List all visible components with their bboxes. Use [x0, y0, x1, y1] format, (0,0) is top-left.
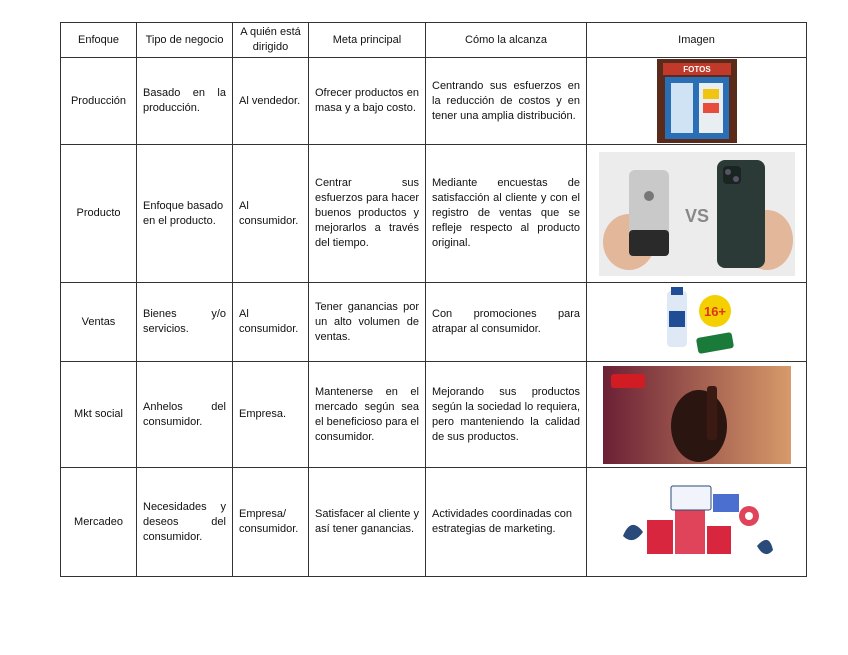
cell-dirigido: Empresa/ consumidor.	[233, 468, 309, 577]
cell-como: Mediante encuestas de satisfacción al cliente y con el registro de ventas que se refleje respecto al producto original.	[426, 145, 587, 283]
cell-como: Actividades coordinadas con estrategias de marketing.	[426, 468, 587, 577]
table-header-row	[61, 23, 807, 58]
header-como: Cómo la alcanza	[426, 23, 587, 58]
cell-como: Centrando sus esfuerzos en la reducción de costos y en tener una amplia distribución.	[426, 58, 587, 145]
cell-meta: Centrar sus esfuerzos para hacer buenos productos y mejorarlos a través del tiempo.	[309, 145, 426, 283]
cell-tipo: Basado en la producción.	[137, 58, 233, 145]
cell-imagen	[587, 58, 807, 145]
header-tipo: Tipo de negocio	[137, 23, 233, 58]
cell-meta: Ofrecer productos en masa y a bajo costo.	[309, 58, 426, 145]
header-meta: Meta principal	[309, 23, 426, 58]
cell-tipo: Anhelos del consumidor.	[137, 362, 233, 468]
header-dirigido: A quién está dirigido	[233, 23, 309, 58]
marketing-illustration-icon	[617, 476, 777, 568]
cell-tipo: Bienes y/o servicios.	[137, 283, 233, 362]
cell-dirigido: Empresa.	[233, 362, 309, 468]
cell-imagen	[587, 145, 807, 283]
cell-como: Mejorando sus productos según la sociedad lo requiera, pero manteniendo la calidad de sus productos.	[426, 362, 587, 468]
cell-dirigido: Al vendedor.	[233, 58, 309, 145]
header-enfoque: Enfoque	[61, 23, 137, 58]
marketing-approaches-table	[60, 22, 807, 577]
cell-enfoque: Mkt social	[61, 362, 137, 468]
cell-enfoque: Ventas	[61, 283, 137, 362]
promo-products-icon	[657, 287, 737, 357]
cell-enfoque: Producción	[61, 58, 137, 145]
cell-tipo: Necesidades y deseos del consumidor.	[137, 468, 233, 577]
kiosk-sign-text: FOTOS	[682, 65, 711, 74]
table-row	[61, 468, 807, 577]
promo-badge-text: 16+	[703, 304, 726, 319]
cell-como: Con promociones para atrapar al consumidor.	[426, 283, 587, 362]
cell-tipo: Enfoque basado en el producto.	[137, 145, 233, 283]
cell-meta: Mantenerse en el mercado según sea el beneficioso para el consumidor.	[309, 362, 426, 468]
cell-dirigido: Al consumidor.	[233, 145, 309, 283]
cell-imagen	[587, 468, 807, 577]
table-row	[61, 145, 807, 283]
cell-imagen	[587, 283, 807, 362]
cell-meta: Satisfacer al cliente y así tener ganancias.	[309, 468, 426, 577]
coca-cola-ad-icon	[603, 366, 791, 464]
phones-comparison-icon	[599, 152, 795, 276]
cell-enfoque: Producto	[61, 145, 137, 283]
vs-text: VS	[684, 205, 709, 226]
header-imagen: Imagen	[587, 23, 807, 58]
cell-enfoque: Mercadeo	[61, 468, 137, 577]
table-row	[61, 362, 807, 468]
photo-kiosk-icon	[657, 59, 737, 143]
table-row	[61, 283, 807, 362]
cell-meta: Tener ganancias por un alto volumen de ventas.	[309, 283, 426, 362]
table-row	[61, 58, 807, 145]
cell-dirigido: Al consumidor.	[233, 283, 309, 362]
cell-imagen	[587, 362, 807, 468]
